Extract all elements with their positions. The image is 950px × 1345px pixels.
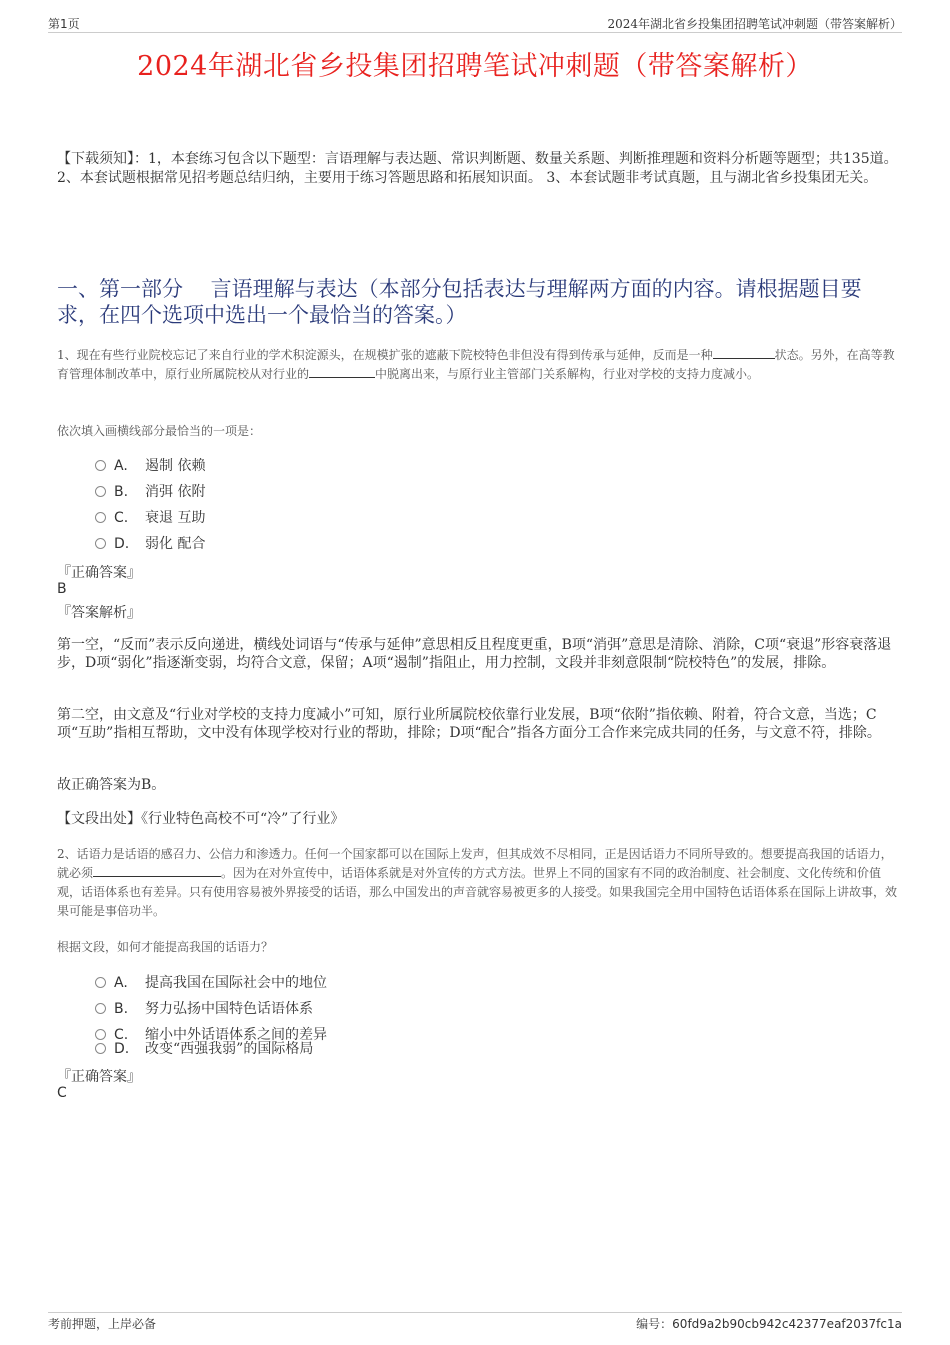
footer-code	[636, 1315, 902, 1332]
option-letter: C.	[114, 1027, 129, 1043]
option-letter: B.	[114, 1001, 129, 1017]
analysis-paragraph: 第一空，“反而”表示反向递进，横线处词语与“传承与延伸”意思相反且程度更重，B项“消弭”意思是清除、消除，C项“衰退”形容衰落退步，D项“弱化”指逐渐变弱，均符合文意，保留；A项“遏制”指阻止，用力控制，文段并非刻意限制“院校特色”的发展，排除。	[57, 637, 892, 671]
option-letter: D.	[114, 536, 130, 552]
fill-blank	[93, 864, 221, 877]
option-text: 衰退 互助	[145, 510, 206, 526]
question-1-text-part: 状态。另外，在高等教育管理体制改革中，原行业所属院校从对行业的	[57, 348, 895, 381]
option-letter: B.	[114, 484, 129, 500]
radio-icon[interactable]	[95, 460, 106, 471]
question-1-text	[57, 346, 902, 384]
page-number: 第1页	[48, 17, 80, 31]
option-text: 弱化 配合	[145, 536, 206, 552]
source-citation: 【文段出处】《行业特色高校不可“冷”了行业》	[57, 811, 345, 827]
analysis-conclusion: 故正确答案为B。	[57, 777, 166, 793]
code-label: 编号：	[636, 1317, 673, 1331]
correct-answer: B	[57, 581, 67, 597]
radio-icon[interactable]	[95, 538, 106, 549]
option-letter: D.	[114, 1041, 130, 1057]
code-value: 60fd9a2b90cb942c42377eaf2037fc1a	[672, 1317, 902, 1331]
correct-answer: C	[57, 1085, 67, 1101]
question-2-text-part: 。因为在对外宣传中，话语体系就是对外宣传的方式方法。世界上不同的国家有不同的政治制度、社会制度、文化传统和价值观，话语体系也有差异。只有使用容易被外界接受的话语，那么中国发出的声音就容易被更多的人接受。如果我国完全用中国特色话语体系在国际上讲故事，效果可能是事倍功半。	[57, 866, 898, 918]
analysis-paragraph: 第二空，由文意及“行业对学校的支持力度减小”可知，原行业所属院校依靠行业发展，B项“依附”指依赖、附着，符合文意，当选；C项“互助”指相互帮助，文中没有体现学校对行业的帮助，排除；D项“配合”指各方面分工合作来完成共同的任务，与文意不符，排除。	[57, 707, 881, 741]
radio-icon[interactable]	[95, 1029, 106, 1040]
option-b[interactable]	[95, 999, 313, 1019]
question-2-prompt: 根据文段，如何才能提高我国的话语力？	[57, 940, 274, 954]
page-footer	[48, 1312, 902, 1333]
option-letter: A.	[114, 975, 128, 991]
option-a[interactable]	[95, 456, 205, 476]
option-c[interactable]	[95, 508, 205, 528]
question-1-prompt: 依次填入画横线部分最恰当的一项是：	[57, 424, 262, 438]
header-doc-title: 2024年湖北省乡投集团招聘笔试冲刺题（带答案解析）	[607, 17, 902, 31]
option-letter: A.	[114, 458, 128, 474]
correct-answer-label: 『正确答案』	[57, 1069, 141, 1085]
question-1-text-part: 1、现在有些行业院校忘记了来自行业的学术积淀源头，在规模扩张的遮蔽下院校特色非但没有得到传承与延伸，反而是一种	[57, 348, 713, 362]
page-header	[48, 14, 902, 33]
question-2-text-part: 2、话语力是话语的感召力、公信力和渗透力。任何一个国家都可以在国际上发声，但其成效不尽相同，正是因话语力不同所导致的。想要提高我国的话语力，就必须	[57, 847, 893, 880]
option-text: 缩小中外话语体系之间的差异	[145, 1027, 327, 1043]
radio-icon[interactable]	[95, 486, 106, 497]
option-b[interactable]	[95, 482, 205, 502]
question-1-text-part: 中脱离出来，与原行业主管部门关系解构，行业对学校的支持力度减小。	[375, 367, 760, 381]
option-d[interactable]	[95, 534, 205, 554]
radio-icon[interactable]	[95, 1003, 106, 1014]
section-heading: 一、第一部分 言语理解与表达（本部分包括表达与理解两方面的内容。请根据题目要求，在四个选项中选出一个最恰当的答案。）	[57, 277, 862, 327]
fill-blank	[713, 346, 775, 359]
option-text: 消弭 依附	[145, 484, 206, 500]
correct-answer-label: 『正确答案』	[57, 565, 141, 581]
radio-icon[interactable]	[95, 1043, 106, 1054]
option-letter: C.	[114, 510, 129, 526]
document-title: 2024年湖北省乡投集团招聘笔试冲刺题（带答案解析）	[137, 51, 813, 82]
question-2-text	[57, 845, 902, 921]
option-a[interactable]	[95, 973, 327, 993]
fill-blank	[309, 365, 375, 378]
radio-icon[interactable]	[95, 977, 106, 988]
option-text: 提高我国在国际社会中的地位	[145, 975, 327, 991]
option-d[interactable]	[95, 1039, 313, 1059]
option-text: 改变“西强我弱”的国际格局	[145, 1041, 314, 1057]
radio-icon[interactable]	[95, 512, 106, 523]
option-text: 努力弘扬中国特色话语体系	[145, 1001, 313, 1017]
analysis-label: 『答案解析』	[57, 605, 141, 621]
footer-slogan: 考前押题，上岸必备	[48, 1317, 157, 1331]
download-notice: 【下载须知】：1，本套练习包含以下题型：言语理解与表达题、常识判断题、数量关系题、判断推理题和资料分析题等题型；共135道。 2、本套试题根据常见招考题总结归纳，主要用于练习答题思路和拓展知识面。 3、本套试题非考试真题，且与湖北省乡投集团无关。	[57, 151, 898, 186]
option-text: 遏制 依赖	[145, 458, 206, 474]
